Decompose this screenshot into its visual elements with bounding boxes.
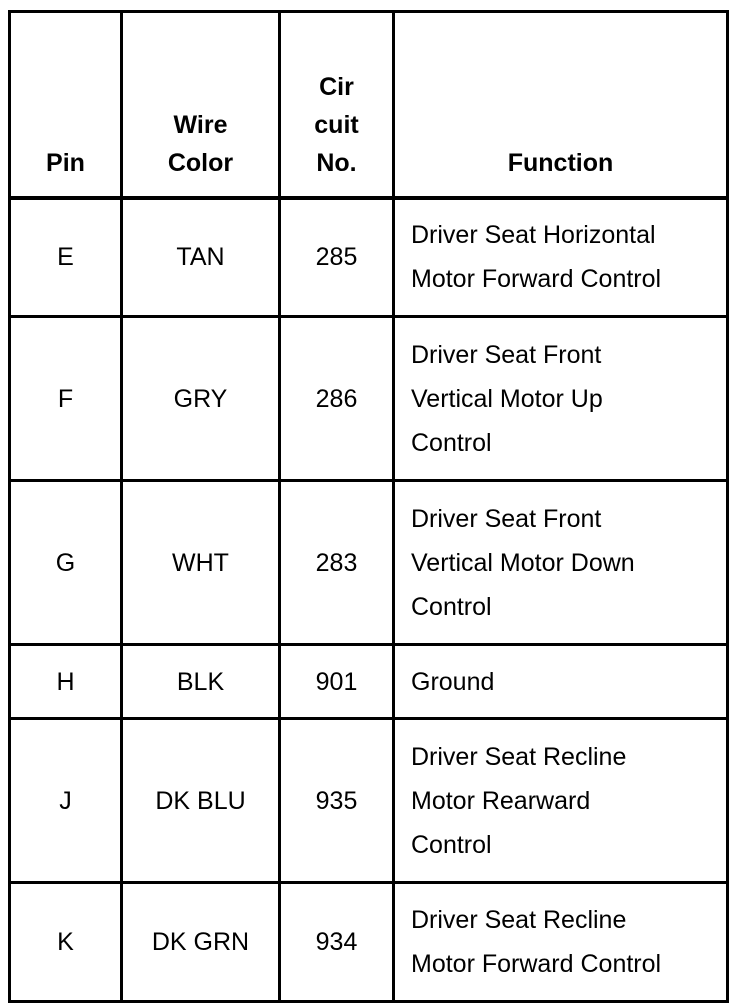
circuit-cell: 285	[280, 198, 394, 317]
function-line: Control	[411, 592, 492, 621]
header-circuit-line-1: Cir	[319, 72, 354, 101]
circuit-cell: 286	[280, 317, 394, 481]
function-line: Ground	[411, 667, 495, 696]
function-line: Vertical Motor Down	[411, 548, 635, 577]
header-function	[394, 12, 728, 198]
pin-cell: G	[10, 481, 122, 645]
connector-pin-table	[8, 10, 729, 1003]
table-row	[10, 719, 728, 883]
header-pin-line: Pin	[46, 148, 85, 177]
header-wire-color-line-2: Color	[167, 148, 234, 177]
function-cell	[394, 317, 728, 481]
header-circuit-line-2: cuit	[314, 110, 359, 139]
function-line: Driver Seat Horizontal	[411, 221, 656, 250]
function-line: Control	[411, 830, 492, 859]
table-row	[10, 198, 728, 317]
table-row	[10, 883, 728, 1002]
function-line: Driver Seat Front	[411, 340, 602, 369]
pin-cell: E	[10, 198, 122, 317]
function-line: Driver Seat Front	[411, 504, 602, 533]
function-line: Vertical Motor Up	[411, 384, 603, 413]
table-row	[10, 317, 728, 481]
pin-cell: J	[10, 719, 122, 883]
table-header-row	[10, 12, 728, 198]
function-line: Driver Seat Recline	[411, 906, 627, 934]
circuit-cell: 283	[280, 481, 394, 645]
function-line: Control	[411, 428, 492, 457]
function-cell	[394, 645, 728, 719]
wire-color-cell: WHT	[122, 481, 280, 645]
header-wire-color	[122, 12, 280, 198]
function-cell	[394, 481, 728, 645]
function-line: Motor Forward Control	[411, 950, 662, 978]
table-row	[10, 481, 728, 645]
wire-color-cell: DK GRN	[122, 883, 280, 1002]
circuit-cell: 934	[280, 883, 394, 1002]
function-line: Driver Seat Recline	[411, 742, 627, 771]
pin-cell: F	[10, 317, 122, 481]
header-pin	[10, 12, 122, 198]
header-wire-color-line-1: Wire	[173, 110, 228, 139]
wire-color-cell: GRY	[122, 317, 280, 481]
header-function-line: Function	[507, 148, 614, 177]
function-cell	[394, 719, 728, 883]
pin-cell: K	[10, 883, 122, 1002]
wire-color-cell: DK BLU	[122, 719, 280, 883]
function-cell	[394, 198, 728, 317]
wire-color-cell: TAN	[122, 198, 280, 317]
header-circuit-line-3: No.	[316, 148, 357, 177]
function-line: Motor Rearward	[411, 786, 591, 815]
circuit-cell: 901	[280, 645, 394, 719]
function-line: Motor Forward Control	[411, 265, 662, 294]
table-row	[10, 645, 728, 719]
circuit-cell: 935	[280, 719, 394, 883]
function-cell	[394, 883, 728, 1002]
wire-color-cell: BLK	[122, 645, 280, 719]
pin-cell: H	[10, 645, 122, 719]
header-circuit-no	[280, 12, 394, 198]
